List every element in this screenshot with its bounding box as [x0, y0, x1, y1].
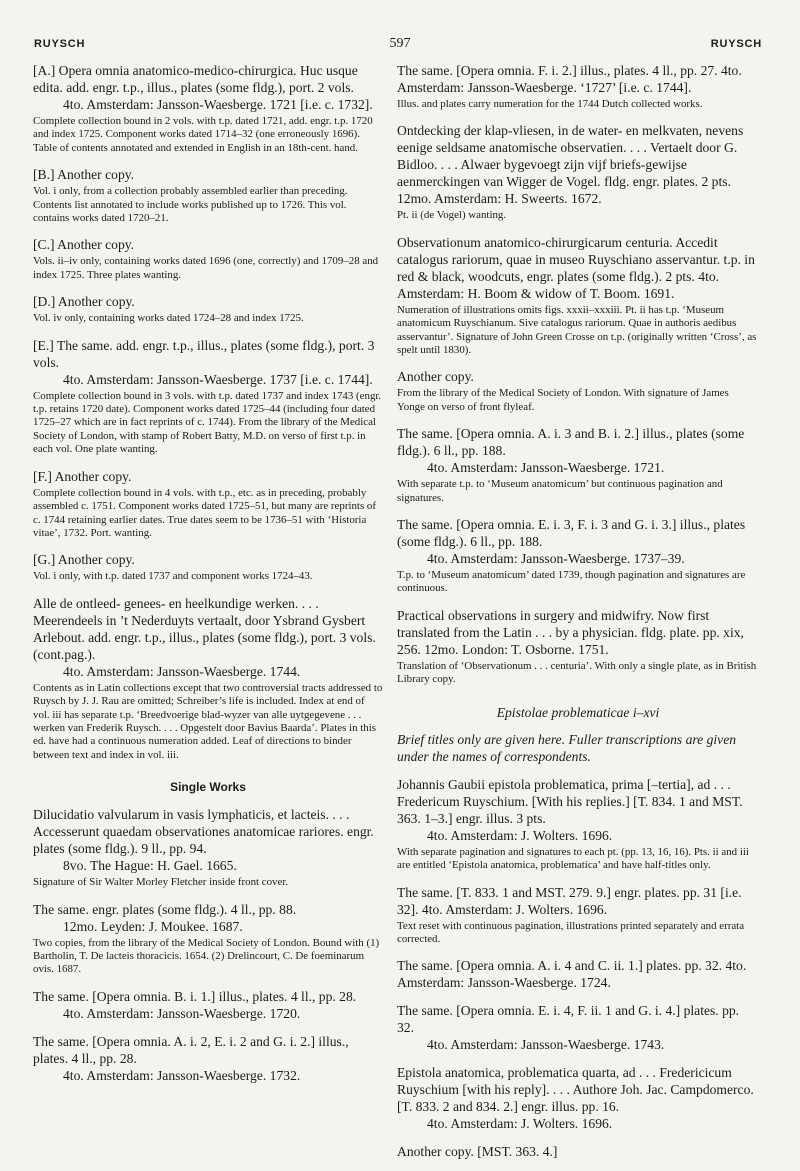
entry-note: T.p. to ‘Museum anatomicum’ dated 1739, though pagination and signatures are continuous. [397, 569, 746, 595]
entry-note: From the library of the Medical Society of London. With signature of James Yonge on verso of front flyleaf. [397, 387, 729, 413]
left-column [33, 62, 383, 1095]
bibliography-entry [33, 166, 383, 225]
entry-note: Translation of ‘Observationum . . . centuria’. With only a single plate, as in British Library copy. [397, 659, 757, 686]
entry-imprint: 8vo. The Hague: H. Gael. 1665. [63, 858, 237, 874]
entry-note: Signature of Sir Walter Morley Fletcher inside front cover. [33, 876, 289, 889]
bibliography-entry [397, 1143, 759, 1160]
entry-imprint: 4to. Amsterdam: Jansson-Waesberge. 1737–39. [427, 551, 685, 567]
bibliography-entry [33, 595, 383, 762]
entry-title: The same. [Opera omnia. A. i. 2, E. i. 2 and G. i. 2.] illus., plates. 4 ll., pp. 28. [33, 1033, 349, 1066]
entry-note: Vols. ii–iv only, containing works dated 1696 (one, correctly) and 1709–28 and index 1725. Three plates wanting. [33, 255, 379, 281]
entry-title: The same. [Opera omnia. F. i. 2.] illus., plates. 4 ll., pp. 27. 4to. Amsterdam: Jansson-Waesberge. ‘1727’ [i.e. c. 1744]. [397, 63, 742, 95]
bibliography-entry [33, 806, 383, 889]
entry-title: Ontdecking der klap-vliesen, in de water- en melkvaten, nevens eenige seldsame anatomische observatien. . . . Vertaelt door G. Bidloo. . . . Alwaer bygevoegt zijn vijf briefs-gewijse aenmerckingen van Wigger de Vogel. fldg. engr. plates. 2 pts. 12mo. Amsterdam: H. Sweerts. 1672. [397, 123, 744, 207]
entry-note: Vol. i only, from a collection probably assembled earlier than preceding. Contents list annotated to include works published up to 1726. This vol. contains works dated 1720–21. [33, 185, 348, 225]
entry-note: Numeration of illustrations omits figs. xxxii–xxxiii. Pt. ii has t.p. ‘Museum anatomicum Ruyschianum. Sive catalogus rariorum. Quae in authoris aedibus asservantur’. Signature of John Green Crosse on t.p. (originally written ‘Cross’, as spelt until 1830). [397, 303, 757, 357]
bibliography-entry [33, 293, 383, 325]
entry-title: [E.] The same. add. engr. t.p., illus., plates (some fldg.), port. 3 vols. [33, 337, 375, 370]
entry-title: [D.] Another copy. [33, 294, 135, 310]
entry-title: The same. [Opera omnia. E. i. 4, F. ii. 1 and G. i. 4.] plates. pp. 32. [397, 1003, 740, 1036]
bibliography-entry [33, 337, 383, 457]
entry-note: Two copies, from the library of the Medical Society of London. Bound with (1) Bartholin, T. De lacteis thoracicis. 1654. (2) Drelincourt, C. De foeminarum ovis. 1687. [33, 936, 380, 976]
entry-title: Dilucidatio valvularum in vasis lymphaticis, et lacteis. . . . Accesserunt quaedam observationes anatomicae rariores. engr. plates (some fldg.). 9 ll., pp. 94. [33, 807, 374, 857]
entry-imprint: 4to. Amsterdam: Jansson-Waesberge. 1721 [i.e. c. 1732]. [63, 97, 373, 112]
bibliography-entry [397, 1064, 759, 1132]
bibliography-entry [397, 425, 759, 505]
entry-note: Contents as in Latin collections except that two controversial tracts addressed to Ruysch by J. J. Rau are omitted; Schreiber’s life is included. Index at end of vol. iii has separate t.p. ‘Breedvoerige blad-wyzer van alle uytgegevene . . . werken van Frederik Ruysch. . . . Opgestelt door Bavius Baarda’. Plates in this ed. have had a continuous numeration added. Leaf of directions to binder between text and index in vol. iii. [33, 681, 383, 761]
entry-title: Another copy. [397, 369, 474, 385]
entry-title: Practical observations in surgery and midwifry. Now first translated from the Latin . . . by a physician. fldg. plate. pp. xix, 256. 12mo. London: T. Osborne. 1751. [397, 607, 744, 657]
entry-imprint: 4to. Amsterdam: Jansson-Waesberge. 1720. [63, 1005, 301, 1021]
bibliography-entry [397, 607, 759, 687]
entry-imprint: 12mo. Leyden: J. Moukee. 1687. [63, 918, 243, 934]
bibliography-entry [397, 122, 759, 222]
bibliography-entry [397, 368, 759, 414]
section-heading: Single Works [170, 780, 246, 795]
entry-title: The same. [Opera omnia. E. i. 3, F. i. 3 and G. i. 3.] illus., plates (some fldg.). 6 ll., pp. 188. [397, 517, 746, 550]
page-header [0, 36, 800, 58]
entry-note: Text reset with continuous pagination, illustrations printed separately and errata corrected. [397, 919, 745, 945]
entry-title: [B.] Another copy. [33, 167, 135, 183]
section-note: Brief titles only are given here. Fuller transcriptions are given under the names of correspondents. [397, 731, 737, 764]
bibliography-entry [397, 1002, 759, 1053]
entry-title: Observationum anatomico-chirurgicarum centuria. Accedit catalogus rariorum, quae in museo Ruyschiano asservantur. t.p. in red & black, woodcuts, engr. plates (some fldg.). 2 pts. 4to. Amsterdam: H. Boom & widow of T. Boom. 1691. [397, 234, 755, 301]
right-column [397, 62, 759, 1171]
entry-imprint: 4to. Amsterdam: Jansson-Waesberge. 1721. [427, 460, 665, 476]
entry-note: With separate pagination and signatures to each pt. (pp. 13, 16, 16). Pts. ii and iii are entitled ‘Epistola anatomica, problematica’ and have half-titles only. [397, 845, 749, 872]
entry-title: Epistola anatomica, problematica quarta, ad . . . Fredericicum Ruyschium [with his reply]. . . . Authore Joh. Jac. Campdomerco. [T. 833. 2 and 834. 2.] engr. illus. pp. 16. [397, 1065, 754, 1115]
bibliography-entry [33, 62, 383, 155]
entry-imprint: 4to. Amsterdam: Jansson-Waesberge. 1737 [i.e. c. 1744]. [63, 371, 373, 387]
entry-title: [F.] Another copy. [33, 468, 132, 484]
entry-title: Alle de ontleed- genees- en heelkundige werken. . . . Meerendeels in ’t Nederduyts vertaalt, door Ysbrand Gysbert Arlebout. add. engr. t.p., illus., plates (some fldg.), port. 3 vols. (cont.pag.). [33, 595, 376, 662]
bibliography-entry [397, 884, 759, 947]
entry-title: [A.] Opera omnia anatomico-medico-chirurgica. Huc usque edita. add. engr. t.p., illus., plates (some fldg.), port. 2 vols. [33, 63, 358, 95]
entry-note: Vol. iv only, containing works dated 1724–28 and index 1725. [33, 312, 304, 325]
entry-note: Pt. ii (de Vogel) wanting. [397, 209, 507, 222]
entry-note: Complete collection bound in 4 vols. with t.p., etc. as in preceding, probably assembled c. 1751. Component works dated 1725–51, but many are reprints of c. 1744 retaining earlier dates. True dates seem to be 1736–51 with ‘Historia vitae’, 1732. Port. wanting. [33, 486, 376, 539]
bibliography-entry [397, 62, 759, 111]
bibliography-entry [33, 551, 383, 583]
entry-note: With separate t.p. to ‘Museum anatomicum’ but continuous pagination and signatures. [397, 478, 723, 504]
entry-imprint: 4to. Amsterdam: Jansson-Waesberge. 1743. [427, 1037, 665, 1053]
entry-imprint: 4to. Amsterdam: J. Wolters. 1696. [427, 1116, 613, 1132]
entry-title: The same. [Opera omnia. B. i. 1.] illus., plates. 4 ll., pp. 28. [33, 988, 357, 1004]
entry-title: Another copy. [MST. 363. 4.] [397, 1144, 558, 1160]
entry-title: The same. [Opera omnia. A. i. 3 and B. i. 2.] illus., plates (some fldg.). 6 ll., pp. 188. [397, 426, 745, 459]
entry-title: The same. [Opera omnia. A. i. 4 and C. ii. 1.] plates. pp. 32. 4to. Amsterdam: Jansson-Waesberge. 1724. [397, 958, 747, 991]
section-heading: Epistolae problematicae i–xvi [496, 704, 660, 720]
bibliography-entry [33, 468, 383, 541]
bibliography-entry [397, 957, 759, 991]
bibliography-entry [397, 234, 759, 358]
entry-title: The same. [T. 833. 1 and MST. 279. 9.] engr. plates. pp. 31 [i.e. 32]. 4to. Amsterdam: J. Wolters. 1696. [397, 884, 742, 917]
page-number: 597 [389, 36, 411, 51]
entry-imprint: 4to. Amsterdam: Jansson-Waesberge. 1732. [63, 1067, 301, 1083]
bibliography-entry [33, 1033, 383, 1084]
bibliography-entry [33, 901, 383, 977]
bibliography-entry [397, 776, 759, 873]
bibliography-entry [33, 236, 383, 282]
entry-title: [C.] Another copy. [33, 237, 135, 253]
entry-note: Complete collection bound in 3 vols. with t.p. dated 1737 and index 1743 (engr. t.p. retains 1720 date). Component works dated 1725–44 (including four dated 1725–27 which are in fact reprints of c. 1744). From the library of the Medical Society of London, with stamp of Robert Batty, M.D. on verso of first t.p. in each vol. One plate wanting. [33, 389, 382, 456]
entry-title: [G.] Another copy. [33, 552, 135, 568]
entry-note: Complete collection bound in 2 vols. with t.p. dated 1721, add. engr. t.p. 1720 and index 1725. Component works dated 1714–32 (one erroneously 1696). Table of contents annotated and extended in English in an 18th-cent. hand. [33, 115, 373, 154]
entry-note: Illus. and plates carry numeration for the 1744 Dutch collected works. [397, 98, 703, 110]
bibliography-entry [397, 516, 759, 596]
entry-title: The same. engr. plates (some fldg.). 4 ll., pp. 88. [33, 901, 297, 917]
entry-imprint: 4to. Amsterdam: J. Wolters. 1696. [427, 827, 613, 843]
entry-note: Vol. i only, with t.p. dated 1737 and component works 1724–43. [33, 570, 313, 583]
entry-title: Johannis Gaubii epistola problematica, prima [–tertia], ad . . . Fredericum Ruyschium. [With his replies.] [T. 834. 1 and MST. 363. 1–3.] engr. illus. 3 pts. [397, 776, 743, 826]
running-head-right: RUYSCH [710, 38, 762, 50]
running-head-left: RUYSCH [34, 38, 86, 50]
bibliography-entry [33, 988, 383, 1022]
entry-imprint: 4to. Amsterdam: Jansson-Waesberge. 1744. [63, 663, 301, 679]
